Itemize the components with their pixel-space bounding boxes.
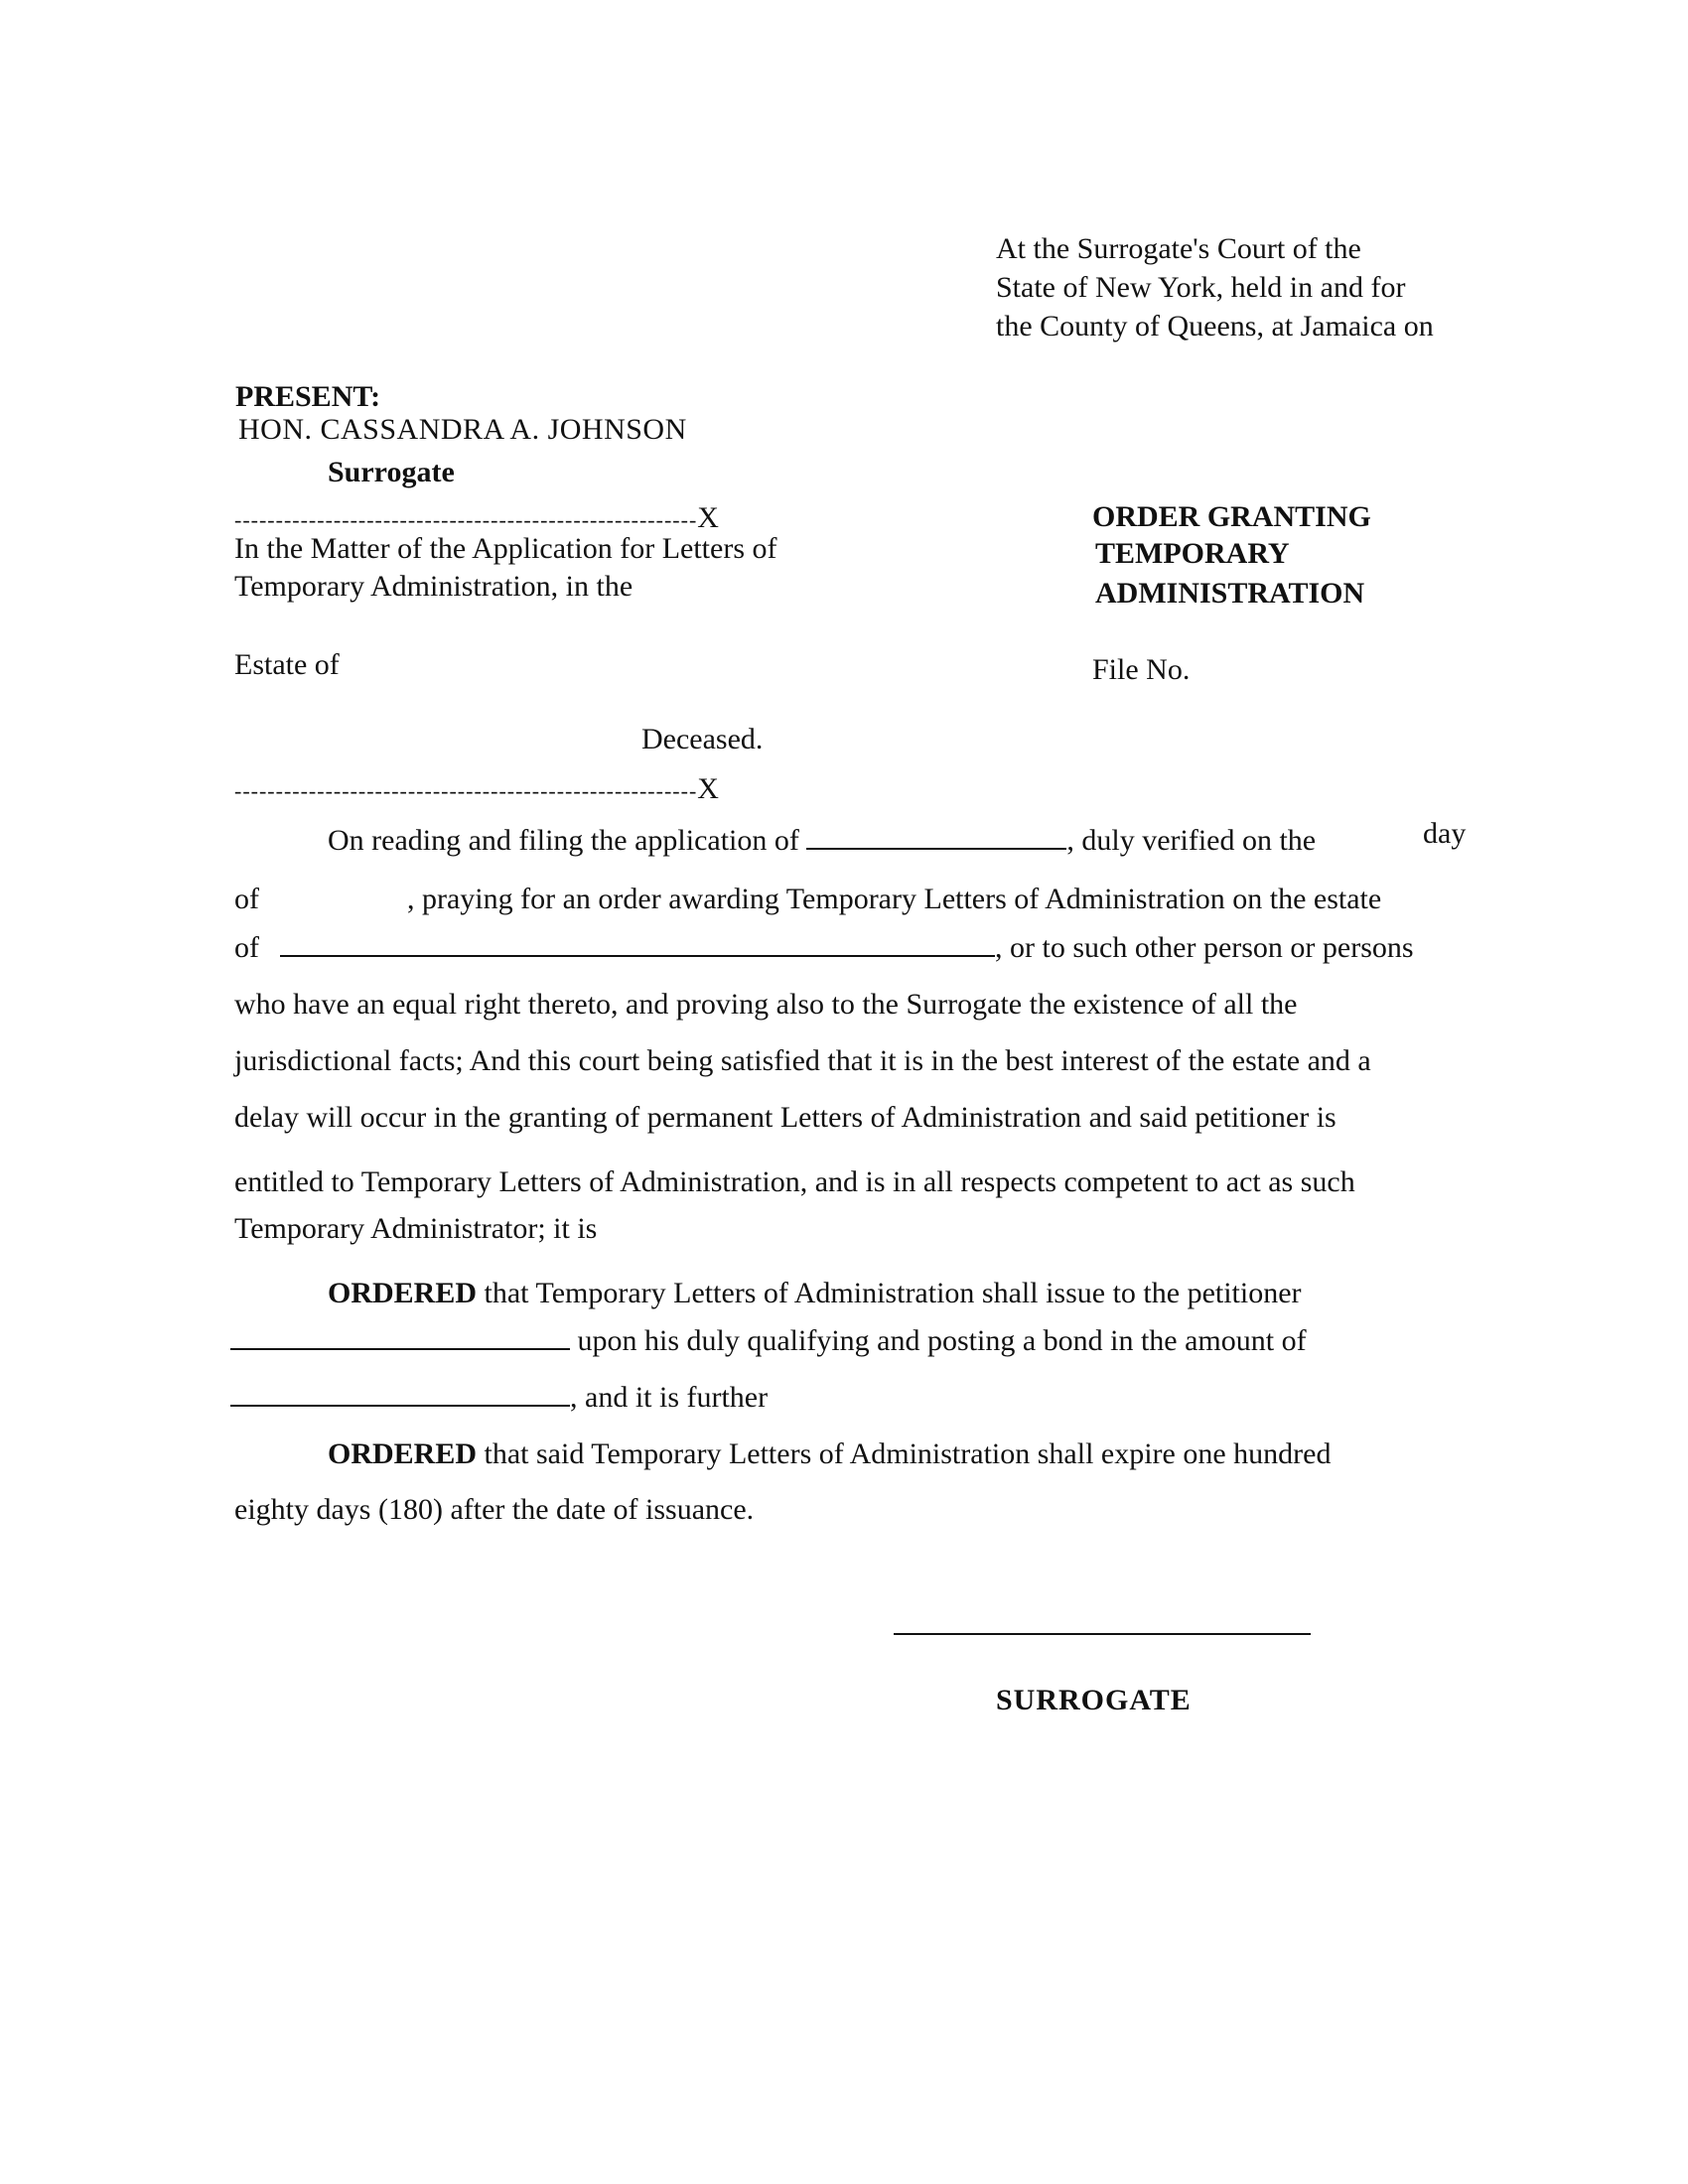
- body-line3-text: , or to such other person or persons: [995, 931, 1414, 964]
- bond-amount-blank[interactable]: [230, 1404, 570, 1407]
- body-line1-text: On reading and filing the application of: [328, 824, 799, 857]
- body-line3-of: of: [234, 931, 259, 964]
- bottom-divider-dashes: --------------------------------------------------------: [234, 778, 698, 803]
- order-title-line2: TEMPORARY: [1095, 537, 1290, 570]
- file-number-label: File No.: [1092, 653, 1191, 686]
- signature-line[interactable]: [894, 1633, 1311, 1635]
- bottom-divider: [234, 771, 719, 807]
- ordered1-line2-text: upon his duly qualifying and posting a bond in the amount of: [577, 1324, 1307, 1357]
- ordered2-keyword: ORDERED: [328, 1437, 478, 1470]
- court-caption-line1: At the Surrogate's Court of the: [996, 232, 1361, 265]
- present-label: PRESENT:: [235, 380, 381, 413]
- ordered2-line2: eighty days (180) after the date of issuance.: [234, 1493, 755, 1526]
- deceased-label: Deceased.: [641, 723, 764, 755]
- ordered2-text: that said Temporary Letters of Administration shall expire one hundred: [477, 1437, 1332, 1470]
- ordered1-line2: [230, 1323, 1307, 1359]
- body-day-label: day: [1423, 817, 1467, 850]
- estate-of: Estate of: [234, 648, 340, 681]
- petitioner-name-blank[interactable]: [230, 1347, 570, 1350]
- ordered1-line3-text: , and it is further: [570, 1381, 769, 1414]
- order-title-line3: ADMINISTRATION: [1095, 577, 1365, 610]
- ordered1-line1: [328, 1276, 1302, 1311]
- body-line5: jurisdictional facts; And this court being satisfied that it is in the best interest of the estate and a: [234, 1044, 1371, 1077]
- judge-name: HON. CASSANDRA A. JOHNSON: [238, 413, 687, 446]
- body-line1-after: , duly verified on the: [1066, 824, 1317, 857]
- ordered1-line3: [230, 1380, 768, 1416]
- top-divider-dashes: --------------------------------------------------------: [234, 507, 698, 532]
- body-line7: entitled to Temporary Letters of Administration, and is in all respects competent to act as such: [234, 1165, 1355, 1198]
- body-line6: delay will occur in the granting of permanent Letters of Administration and said petitioner is: [234, 1101, 1336, 1134]
- body-line1: [328, 823, 1316, 859]
- ordered1-keyword: ORDERED: [328, 1277, 478, 1309]
- body-line2-of: of: [234, 883, 259, 915]
- body-line4: who have an equal right thereto, and proving also to the Surrogate the existence of all the: [234, 988, 1298, 1021]
- court-caption-line3: the County of Queens, at Jamaica on: [996, 310, 1434, 342]
- signature-label: SURROGATE: [996, 1684, 1192, 1716]
- matter-line2: Temporary Administration, in the: [234, 570, 633, 603]
- ordered2-line1: [328, 1436, 1331, 1472]
- ordered1-text: that Temporary Letters of Administration shall issue to the petitioner: [477, 1277, 1302, 1309]
- bottom-divider-x: X: [697, 772, 719, 805]
- judge-title: Surrogate: [328, 456, 455, 488]
- body-line8: Temporary Administrator; it is: [234, 1212, 598, 1245]
- top-divider-x: X: [697, 501, 719, 534]
- body-line2-text: , praying for an order awarding Temporary Letters of Administration on the estate: [407, 883, 1382, 915]
- court-caption-line2: State of New York, held in and for: [996, 271, 1406, 304]
- decedent-name-blank[interactable]: [280, 954, 995, 957]
- body-line3: [280, 930, 1414, 966]
- applicant-name-blank[interactable]: [806, 847, 1066, 850]
- matter-line1: In the Matter of the Application for Letters of: [234, 532, 777, 565]
- order-title-line1: ORDER GRANTING: [1092, 500, 1371, 533]
